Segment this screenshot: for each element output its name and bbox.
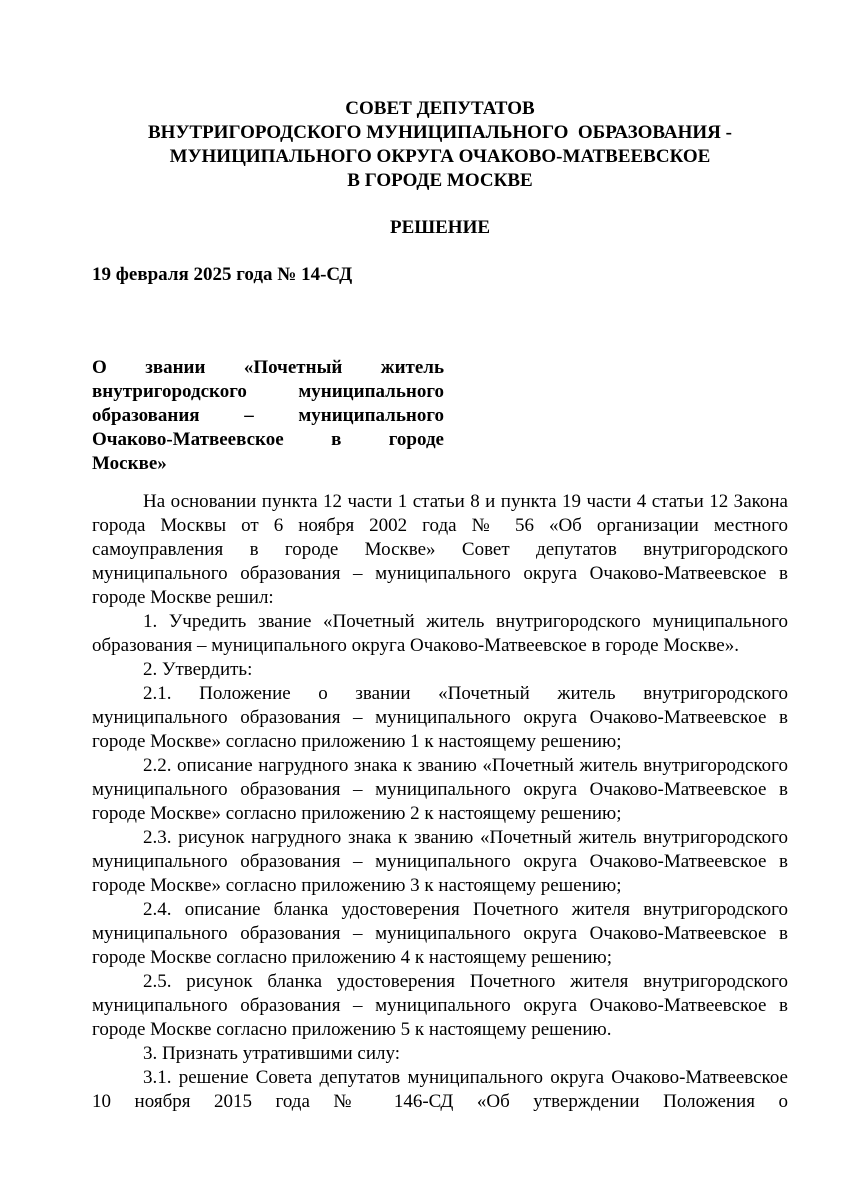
document-title: РЕШЕНИЕ — [389, 217, 491, 238]
item-3-1: 3.1. решение Совета депутатов муниципального округа Очаково-Матвеевское 10 ноября 2015 года № 146-СД «Об утверждении Положения о — [92, 1067, 788, 1112]
header-line-4: В ГОРОДЕ МОСКВЕ — [347, 170, 533, 191]
item-2-1: 2.1. Положение о звании «Почетный житель внутригородского муниципального образования – муниципального округа Очаково-Матвеевское в городе Москве» согласно приложению 1 к настоящему решению; — [92, 683, 788, 752]
decision-subject — [92, 356, 444, 476]
subject-text-last: Москве» — [92, 453, 167, 474]
date-and-number: 19 февраля 2025 года № 14-СД — [92, 264, 353, 285]
item-2-3: 2.3. рисунок нагрудного знака к званию «Почетный житель внутригородского муниципального образования – муниципального округа Очаково-Матвеевское в городе Москве» согласно приложению 3 к настоящему решению; — [92, 827, 788, 896]
header-line-3: МУНИЦИПАЛЬНОГО ОКРУГА ОЧАКОВО-МАТВЕЕВСКОЕ — [169, 146, 711, 167]
intro-paragraph: На основании пункта 12 части 1 статьи 8 и пункта 19 части 4 статьи 12 Закона города Москвы от 6 ноября 2002 года № 56 «Об организации местного самоуправления в городе Москве» Совет депутатов внутригородского муниципального образования – муниципального округа Очаково-Матвеевское в городе Москве решил: — [92, 491, 788, 608]
item-2-5: 2.5. рисунок бланка удостоверения Почетного жителя внутригородского муниципального образования – муниципального округа Очаково-Матвеевское в городе Москве согласно приложению 5 к настоящему решению. — [92, 971, 788, 1040]
header-line-2: ВНУТРИГОРОДСКОГО МУНИЦИПАЛЬНОГО ОБРАЗОВАНИЯ - — [148, 122, 732, 143]
item-2-4: 2.4. описание бланка удостоверения Почетного жителя внутригородского муниципального образования – муниципального округа Очаково-Матвеевское в городе Москве согласно приложению 4 к настоящему решению; — [92, 899, 788, 968]
item-2-2: 2.2. описание нагрудного знака к званию «Почетный житель внутригородского муниципального образования – муниципального округа Очаково-Матвеевское в городе Москве» согласно приложению 2 к настоящему решению; — [92, 755, 788, 824]
council-header — [0, 97, 848, 193]
item-1: 1. Учредить звание «Почетный житель внутригородского муниципального образования – муниципального округа Очаково-Матвеевское в городе Москве». — [92, 611, 788, 656]
decision-body — [92, 490, 788, 1114]
header-line-1: СОВЕТ ДЕПУТАТОВ — [345, 98, 535, 119]
item-2: 2. Утвердить: — [143, 659, 253, 680]
item-3: 3. Признать утратившими силу: — [143, 1043, 400, 1064]
subject-text: О звании «Почетный житель внутригородского муниципального образования – муниципального Очаково-Матвеевское в городе — [92, 357, 444, 450]
